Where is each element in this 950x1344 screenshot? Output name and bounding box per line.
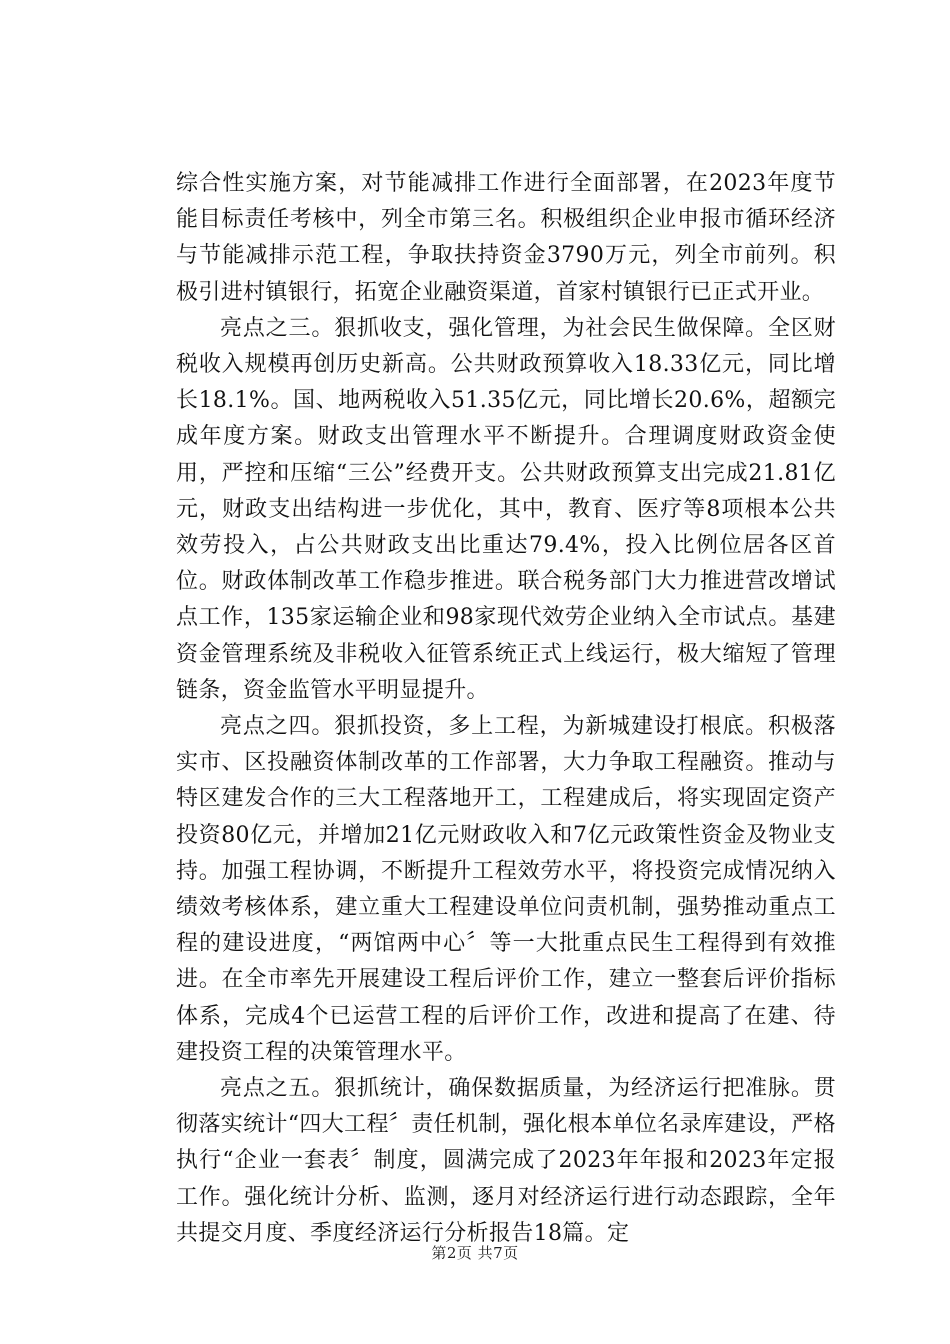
paragraph-3: 亮点之四。狠抓投资，多上工程，为新城建设打根底。积极落实市、区投融资体制改革的工作部署，大力争取工程融资。推动与特区建发合作的三大工程落地开工，工程建成后，将实现固定资产投资80亿元，并增加21亿元财政收入和7亿元政策性资金及物业支持。加强工程协调，不断提升工程效劳水平，将投资完成情况纳入绩效考核体系，建立重大工程建设单位问责机制，强势推动重点工程的建设进度，“两馆两中心〞等一大批重点民生工程得到有效推进。在全市率先开展建设工程后评价工作，建立一整套后评价指标体系，完成4个已运营工程的后评价工作，改进和提高了在建、待建投资工程的决策管理水平。 (176, 714, 836, 1065)
paragraph-2: 亮点之三。狠抓收支，强化管理，为社会民生做保障。全区财税收入规模再创历史新高。公共财政预算收入18.33亿元，同比增长18.1%。国、地两税收入51.35亿元，同比增长20.6%，超额完成年度方案。财政支出管理水平不断提升。合理调度财政资金使用，严控和压缩“三公”经费开支。公共财政预算支出完成21.81亿元，财政支出结构进一步优化，其中，教育、医疗等8项根本公共效劳投入，占公共财政支出比重达79.4%，投入比例位居各区首位。财政体制改革工作稳步推进。联合税务部门大力推进营改增试点工作，135家运输企业和98家现代效劳企业纳入全市试点。基建资金管理系统及非税收入征管系统正式上线运行，极大缩短了管理链条，资金监管水平明显提升。 (176, 315, 836, 703)
document-body (176, 166, 836, 1252)
page-footer: 第2页 共7页 (431, 1244, 519, 1262)
paragraph-4: 亮点之五。狠抓统计，确保数据质量，为经济运行把准脉。贯彻落实统计“四大工程〞责任机制，强化根本单位名录库建设，严格执行“企业一套表〞制度，圆满完成了2023年年报和2023年定报工作。强化统计分析、监测，逐月对经济运行进行动态跟踪，全年共提交月度、季度经济运行分析报告18篇。定 (176, 1076, 836, 1246)
paragraph-1: 综合性实施方案，对节能减排工作进行全面部署，在2023年度节能目标责任考核中，列全市第三名。积极组织企业申报市循环经济与节能减排示范工程，争取扶持资金3790万元，列全市前列。积极引进村镇银行，拓宽企业融资渠道，首家村镇银行已正式开业。 (176, 171, 836, 305)
